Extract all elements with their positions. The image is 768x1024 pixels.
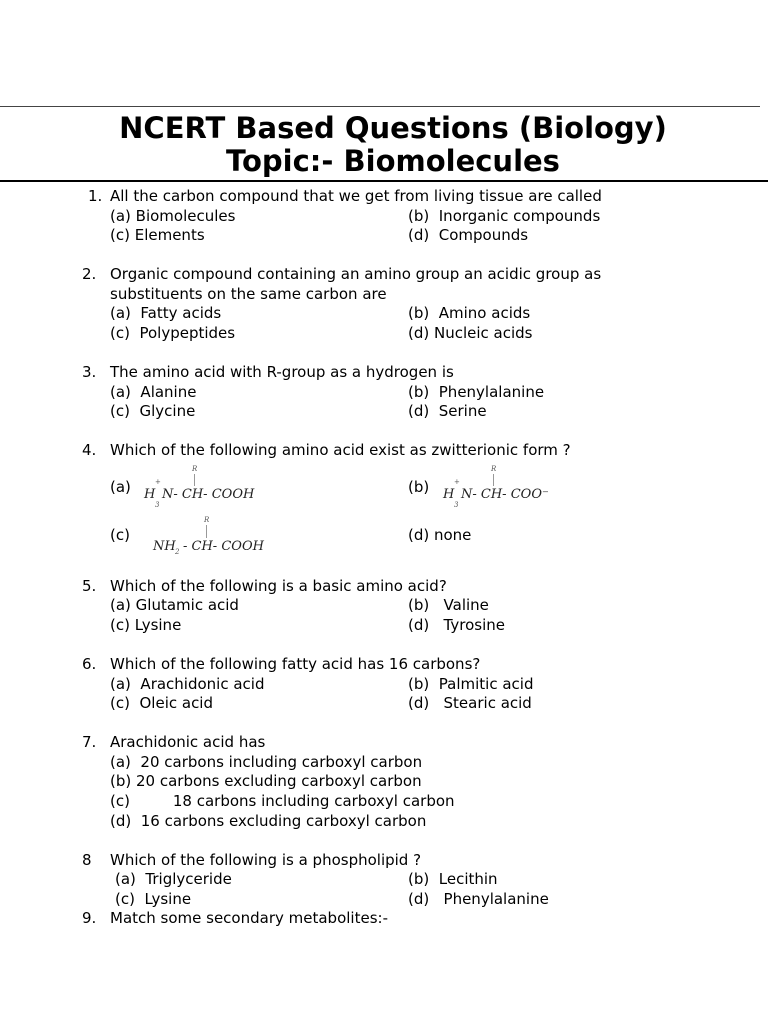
chain: N- CH- COO⁻ — [461, 487, 549, 502]
question-number: 7. — [82, 733, 97, 751]
question-number: 9. — [82, 909, 97, 927]
option-b-label: (b) — [408, 478, 430, 496]
title-rule — [0, 180, 768, 182]
option-a-label: (a) — [110, 478, 131, 496]
question-text: Which of the following is a basic amino acid? — [110, 577, 447, 595]
option-d: (d) Tyrosine — [408, 616, 505, 634]
question-text: Which of the following amino acid exist as zwitterionic form ? — [110, 441, 571, 459]
option-d: (d) Compounds — [408, 226, 529, 244]
option-a: (a) Biomolecules — [110, 207, 236, 225]
option-c-label: (c) — [110, 526, 130, 544]
charge-plus: + — [454, 478, 460, 486]
option-b: (b) 20 carbons excluding carboxyl carbon — [110, 772, 422, 790]
option-b: (b) Lecithin — [408, 870, 498, 888]
chain: - CH- COOH — [183, 539, 264, 554]
amine: NH — [153, 539, 176, 554]
question-text: Match some secondary metabolites:- — [110, 909, 388, 927]
r-group: R — [204, 516, 210, 524]
question-text: All the carbon compound that we get from living tissue are called — [110, 187, 602, 205]
option-b: (b) Phenylalanine — [408, 383, 545, 401]
page-title: NCERT Based Questions (Biology) — [119, 111, 667, 145]
question-number: 1. — [88, 187, 103, 205]
option-b: (b) Amino acids — [408, 304, 531, 322]
option-b: (b) Inorganic compounds — [408, 207, 601, 225]
question-number: 8 — [82, 851, 92, 869]
option-d: (d) 16 carbons excluding carboxyl carbon — [110, 812, 427, 830]
question-number: 4. — [82, 441, 97, 459]
hydrogen: H — [144, 487, 156, 502]
option-d: (d) none — [408, 526, 472, 544]
r-group: R — [491, 465, 497, 473]
question-number: 2. — [82, 265, 97, 283]
bond-line — [206, 525, 207, 538]
question-number: 5. — [82, 577, 97, 595]
option-c: (c) Oleic acid — [110, 694, 214, 712]
question-text: The amino acid with R-group as a hydrogen is — [110, 363, 454, 381]
page-subtitle: Topic:- Biomolecules — [226, 144, 560, 178]
option-d: (d) Phenylalanine — [408, 890, 549, 908]
option-c: (c) Glycine — [110, 402, 196, 420]
r-group: R — [192, 465, 198, 473]
subscript-3: 3 — [155, 501, 160, 509]
option-d: (d) Serine — [408, 402, 487, 420]
bond-line — [493, 474, 494, 486]
option-a: (a) Fatty acids — [110, 304, 222, 322]
bond-line — [194, 474, 195, 486]
option-a: (a) Triglyceride — [115, 870, 232, 888]
subscript-2: 2 — [175, 548, 180, 556]
hydrogen: H — [443, 487, 455, 502]
subscript-3: 3 — [454, 501, 459, 509]
option-c: (c) Elements — [110, 226, 205, 244]
option-a: (a) Arachidonic acid — [110, 675, 265, 693]
question-text: Organic compound containing an amino group an acidic group as — [110, 265, 602, 283]
charge-plus: + — [155, 478, 161, 486]
option-c: (c) Lysine — [115, 890, 192, 908]
option-c: (c) 18 carbons including carboxyl carbon — [110, 792, 455, 810]
option-b: (b) Valine — [408, 596, 489, 614]
option-d: (d) Stearic acid — [408, 694, 532, 712]
option-a: (a) 20 carbons including carboxyl carbon — [110, 753, 423, 771]
question-text: Which of the following fatty acid has 16 carbons? — [110, 655, 481, 673]
option-d: (d) Nucleic acids — [408, 324, 533, 342]
question-text: Which of the following is a phospholipid ? — [110, 851, 422, 869]
option-b: (b) Palmitic acid — [408, 675, 534, 693]
option-a: (a) Glutamic acid — [110, 596, 239, 614]
option-c: (c) Lysine — [110, 616, 182, 634]
chain: N- CH- COOH — [162, 487, 255, 502]
question-text-continued: substituents on the same carbon are — [110, 285, 387, 303]
top-rule — [0, 106, 760, 107]
question-text: Arachidonic acid has — [110, 733, 266, 751]
option-c: (c) Polypeptides — [110, 324, 236, 342]
question-number: 3. — [82, 363, 97, 381]
question-number: 6. — [82, 655, 97, 673]
option-a: (a) Alanine — [110, 383, 197, 401]
